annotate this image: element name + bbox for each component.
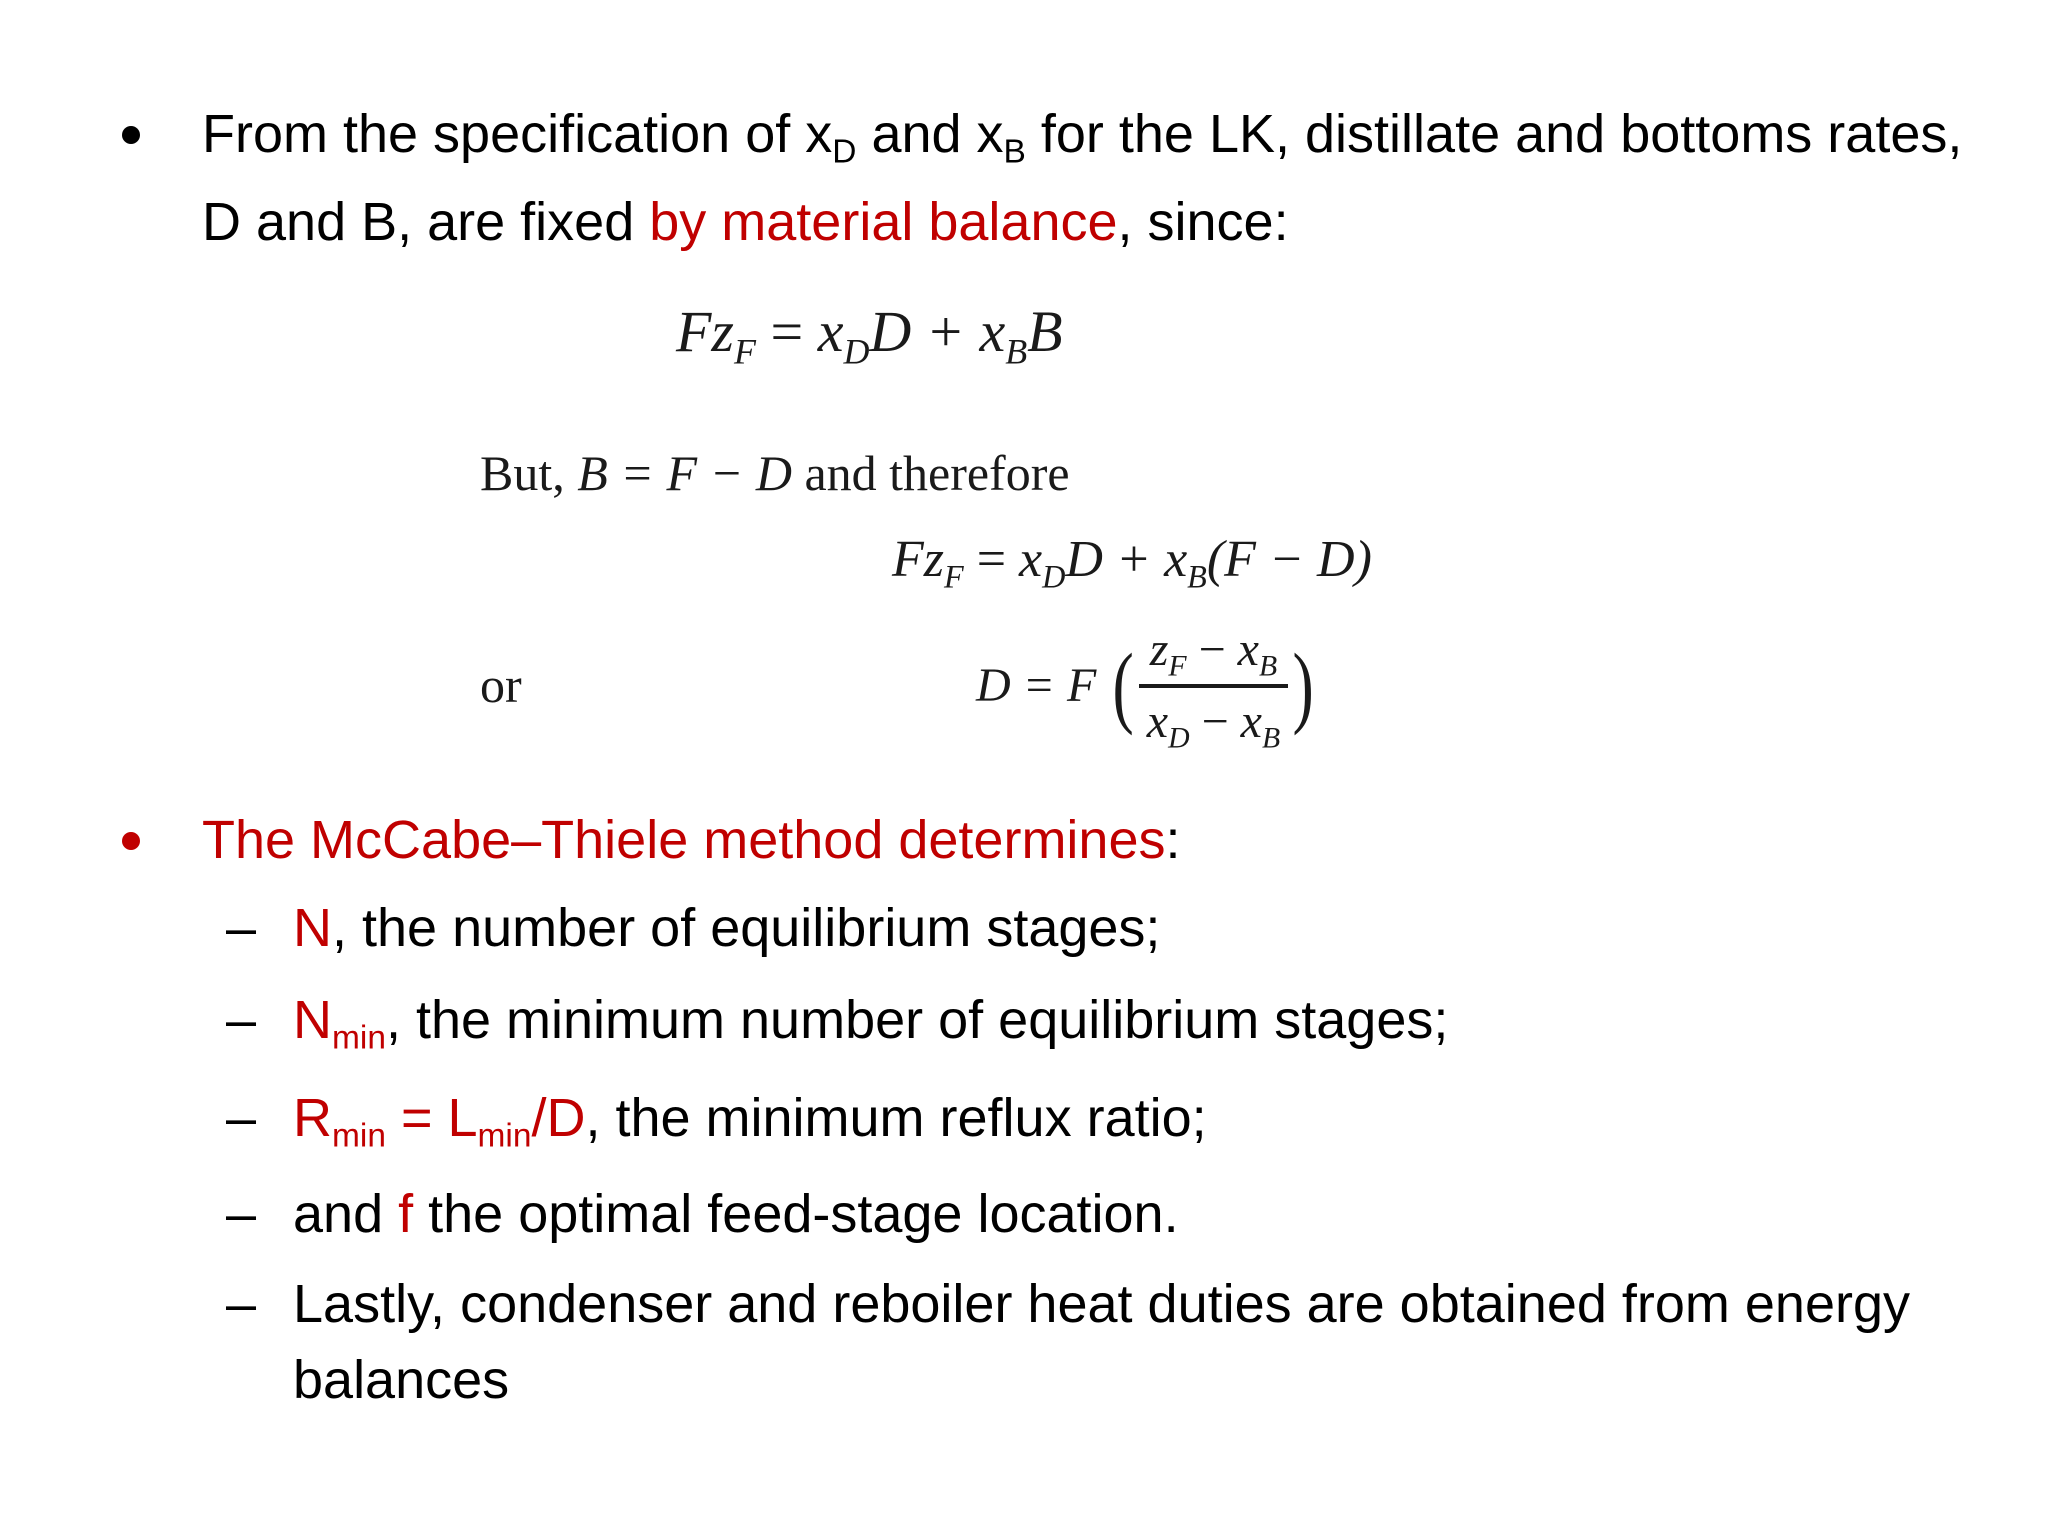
- subscript: D: [832, 133, 857, 171]
- highlight-term: f: [398, 1184, 414, 1244]
- eq-term: x: [817, 299, 844, 364]
- text-span: the optimal feed-stage location.: [413, 1184, 1179, 1244]
- eq-term: x: [1164, 531, 1188, 588]
- eq-subscript: D: [843, 331, 870, 372]
- text-span: From the specification of x: [202, 104, 833, 164]
- dash-marker: –: [226, 1274, 257, 1334]
- eq-subscript: F: [944, 558, 964, 595]
- eq-term: x: [1019, 531, 1043, 588]
- fraction: [1139, 622, 1288, 755]
- bullet-dot: [122, 126, 140, 144]
- text-span: :: [1165, 810, 1181, 870]
- highlight-mccabe-thiele: The McCabe–Thiele method determines: [202, 810, 1166, 870]
- subscript: min: [332, 1019, 386, 1057]
- eq-term: Fz: [676, 299, 734, 364]
- eq-term: (F − D): [1206, 531, 1372, 588]
- eq-term: x: [1240, 695, 1262, 748]
- or-label: or: [480, 657, 522, 713]
- fraction-numerator: [1139, 622, 1288, 688]
- text-span: and x: [856, 104, 1004, 164]
- text-span: R: [293, 1088, 332, 1148]
- text-span: for the LK, distillate and bottoms rates, D and B, are fixed: [202, 104, 1963, 252]
- text-span: /D: [531, 1088, 586, 1148]
- bullet-dot: [122, 832, 140, 850]
- list-item-text: [293, 1176, 1993, 1252]
- bullet-2-text: [202, 796, 1982, 884]
- eq-operator: −: [1186, 623, 1238, 676]
- highlight-term: [293, 1088, 586, 1155]
- eq-subscript: B: [1261, 721, 1281, 755]
- eq-operator: =: [963, 531, 1020, 588]
- equation-material-balance: [676, 298, 1063, 372]
- eq-term: x: [979, 299, 1006, 364]
- text-span: , the minimum reflux ratio;: [585, 1088, 1207, 1148]
- list-item-text: Lastly, condenser and reboiler heat duties are obtained from energy balances: [293, 1274, 1910, 1410]
- text-span: N: [293, 990, 332, 1050]
- eq-term: B = F − D: [577, 445, 792, 501]
- eq-text: and therefore: [791, 445, 1070, 501]
- subscript: min: [332, 1117, 386, 1155]
- left-paren: (: [1112, 635, 1135, 736]
- dash-marker: –: [226, 1088, 257, 1148]
- equation-but-line: [480, 444, 1070, 502]
- highlight-term: [293, 990, 386, 1057]
- eq-term: z: [1149, 623, 1169, 676]
- right-paren: ): [1292, 635, 1314, 736]
- equation-distillate-rate: [976, 622, 1319, 755]
- text-span: , the number of equilibrium stages;: [332, 898, 1161, 958]
- eq-term: B: [1027, 299, 1063, 364]
- eq-term: D = F: [976, 659, 1097, 712]
- dash-marker: –: [226, 898, 257, 958]
- list-item-text: [293, 982, 1993, 1058]
- dash-marker: –: [226, 1184, 257, 1244]
- highlight-term: N: [293, 898, 332, 958]
- eq-subscript: B: [1258, 649, 1278, 683]
- text-span: and: [293, 1184, 399, 1244]
- subscript: min: [477, 1117, 532, 1155]
- eq-subscript: F: [734, 331, 756, 372]
- text-span: , the minimum number of equilibrium stages;: [385, 990, 1449, 1050]
- list-item-text: [293, 1080, 1993, 1156]
- text-span: , since:: [1117, 192, 1289, 252]
- fraction-denominator: [1139, 688, 1288, 755]
- text-span: = L: [385, 1088, 478, 1148]
- bullet-1-text: [202, 90, 1982, 266]
- list-item-text: [293, 890, 1993, 966]
- eq-subscript: B: [1187, 558, 1207, 595]
- eq-term: x: [1237, 623, 1259, 676]
- eq-term: x: [1146, 695, 1169, 748]
- dash-marker: –: [226, 990, 257, 1050]
- eq-subscript: D: [1168, 721, 1190, 755]
- eq-subscript: D: [1042, 558, 1066, 595]
- eq-text: But,: [480, 445, 578, 501]
- eq-operator: −: [1189, 695, 1241, 748]
- highlight-material-balance: by material balance: [649, 192, 1118, 252]
- subscript: B: [1003, 133, 1026, 171]
- eq-term: D +: [869, 299, 980, 364]
- eq-subscript: F: [1168, 649, 1187, 683]
- eq-term: D +: [1065, 531, 1165, 588]
- eq-subscript: B: [1005, 331, 1028, 372]
- eq-operator: =: [755, 299, 818, 364]
- equation-substituted: [892, 530, 1372, 595]
- eq-term: Fz: [892, 531, 944, 588]
